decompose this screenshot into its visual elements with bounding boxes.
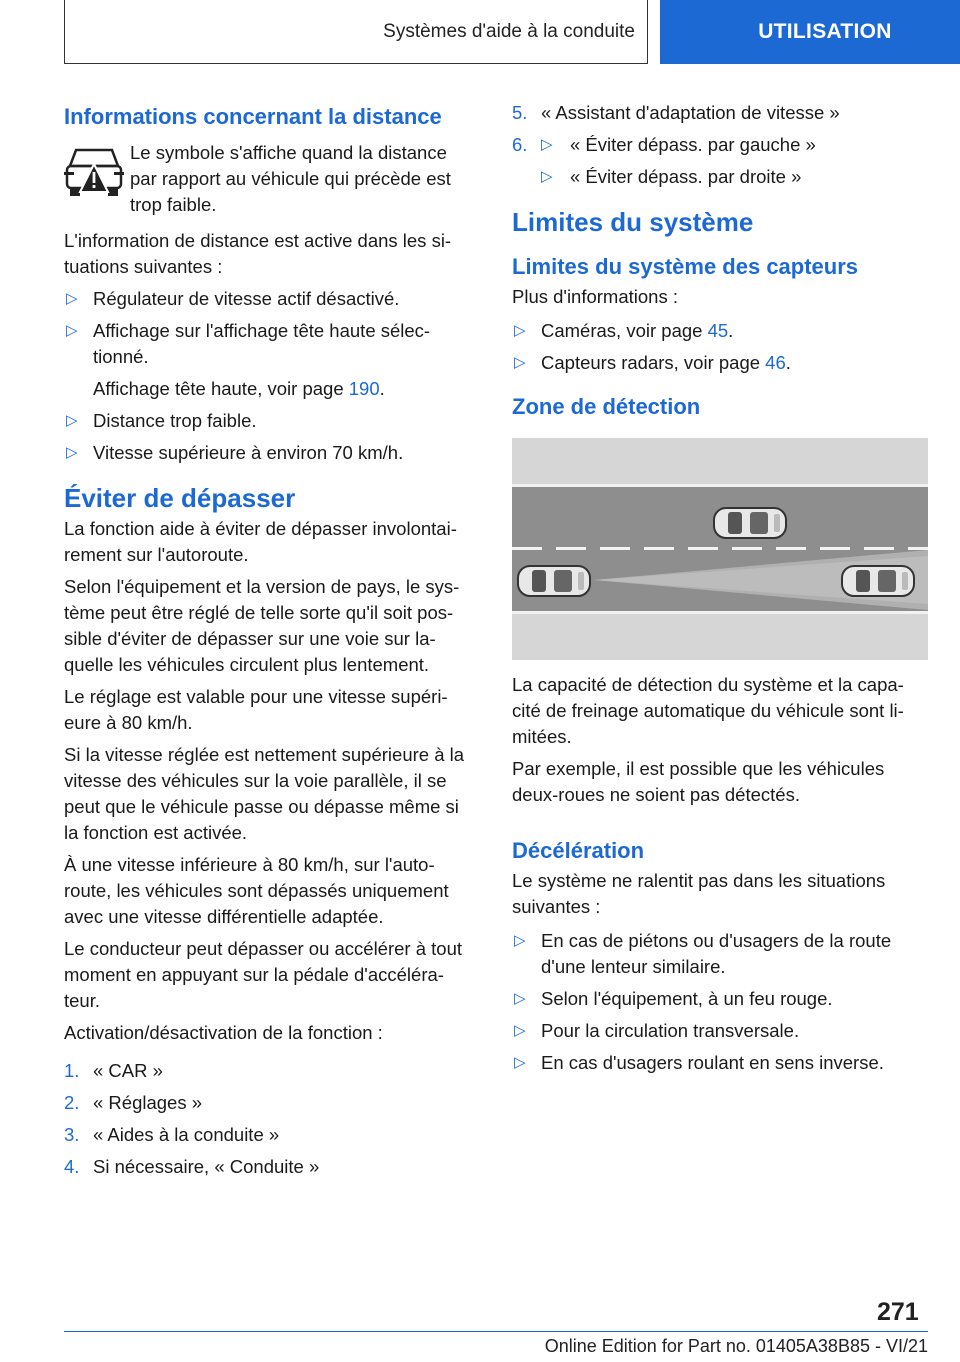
detection-zone-illustration	[512, 438, 928, 660]
step-number: 4.	[64, 1156, 80, 1177]
left-column	[64, 100, 478, 1186]
bullet-triangle-icon: ▷	[514, 1054, 526, 1071]
bullet-triangle-icon: ▷	[66, 290, 78, 307]
sensor-intro: Plus d'informations :	[512, 286, 678, 307]
edition-text: Online Edition for Part no. 01405A38B85 - VI/21	[544, 1336, 928, 1356]
deceleration-intro: Le système ne ralentit pas dans les situations suivantes :	[512, 870, 886, 917]
step-item: 4. Si nécessaire, « Conduite »	[64, 1154, 478, 1180]
bullet-triangle-icon: ▷	[541, 136, 553, 153]
avoid-paragraph: Le conducteur peut dépasser ou accélérer à tout moment en appuyant sur la pédale d'accéléra-teur.	[64, 938, 463, 1011]
bullet-triangle-icon: ▷	[514, 1022, 526, 1039]
activation-steps	[64, 1058, 478, 1180]
avoid-overtaking-heading: Éviter de dépasser	[64, 483, 296, 513]
list-item: ▷ Caméras, voir page 45.	[512, 318, 928, 344]
zone-paragraph: La capacité de détection du système et la capa-cité de freinage automatique du véhicule sont li-mitées.	[512, 674, 904, 747]
list-item: ▷ Vitesse supérieure à environ 70 km/h.	[64, 440, 478, 466]
page-header	[0, 0, 960, 66]
step-item: 6. ▷ « Éviter dépass. par gauche » ▷ « Éviter dépass. par droite »	[512, 132, 928, 190]
bullet-triangle-icon: ▷	[514, 322, 526, 339]
sensor-limits-heading: Limites du système des capteurs	[512, 254, 859, 279]
step-number: 2.	[64, 1092, 80, 1113]
bullet-triangle-icon: ▷	[514, 990, 526, 1007]
zone-paragraph: Par exemple, il est possible que les véhicules deux-roues ne soient pas détectés.	[512, 758, 885, 805]
avoid-paragraph: Le réglage est valable pour une vitesse supéri-eure à 80 km/h.	[64, 686, 448, 733]
avoid-paragraph: La fonction aide à éviter de dépasser involontai-rement sur l'autoroute.	[64, 518, 457, 565]
bullet-triangle-icon: ▷	[66, 412, 78, 429]
footer-divider	[64, 1331, 928, 1332]
page-link-45[interactable]: 45	[707, 320, 729, 341]
activation-steps-continued	[512, 100, 928, 190]
list-item: ▷ Pour la circulation transversale.	[512, 1018, 928, 1044]
bullet-triangle-icon: ▷	[66, 444, 78, 461]
step-number: 6.	[512, 134, 528, 155]
section-title: Systèmes d'aide à la conduite	[64, 0, 648, 64]
distance-warning-block	[64, 140, 478, 218]
list-item: ▷ Selon l'équipement, à un feu rouge.	[512, 986, 928, 1012]
distance-conditions-list	[64, 286, 478, 466]
deceleration-heading: Décélération	[512, 838, 645, 863]
activation-intro: Activation/désactivation de la fonction :	[64, 1022, 383, 1043]
page-link-46[interactable]: 46	[765, 352, 786, 373]
step-item: 1. « CAR »	[64, 1058, 478, 1084]
sensor-references	[512, 318, 928, 376]
distance-intro: L'information de distance est active dans les si-tuations suivantes :	[64, 230, 452, 277]
step-number: 3.	[64, 1124, 80, 1145]
right-column	[512, 100, 928, 1082]
avoid-paragraph: Si la vitesse réglée est nettement supérieure à la vitesse des véhicules sur la voie parallèle, il se peut que le véhicule passe ou dépasse même si la fonction est activée.	[64, 744, 465, 843]
step-item: 3. « Aides à la conduite »	[64, 1122, 478, 1148]
avoid-paragraph: À une vitesse inférieure à 80 km/h, sur l'auto-route, les véhicules sont dépassés uniquement avec une vitesse différentielle adaptée.	[64, 854, 449, 927]
chapter-tab[interactable]: UTILISATION	[660, 0, 960, 64]
list-item: ▷ Distance trop faible.	[64, 408, 478, 434]
list-item: ▷ Affichage sur l'affichage tête haute sélec-tionné. Affichage tête haute, voir page 190.	[64, 318, 478, 402]
bullet-triangle-icon: ▷	[541, 168, 553, 185]
car-warning-icon	[64, 142, 124, 202]
deceleration-list	[512, 928, 928, 1076]
step-item: 5. « Assistant d'adaptation de vitesse »	[512, 100, 928, 126]
bullet-triangle-icon: ▷	[514, 932, 526, 949]
warning-description: Le symbole s'affiche quand la distance par rapport au véhicule qui précède est trop faible.	[130, 142, 451, 215]
list-item: ▷ En cas de piétons ou d'usagers de la route d'une lenteur similaire.	[514, 930, 892, 977]
page-number: 271	[877, 1298, 919, 1326]
system-limits-heading: Limites du système	[512, 207, 754, 237]
hud-reference: Affichage tête haute, voir page 190.	[93, 378, 385, 399]
list-item: ▷ Capteurs radars, voir page 46.	[512, 350, 928, 376]
road-diagram-image	[512, 438, 928, 660]
detection-zone-heading: Zone de détection	[512, 394, 701, 419]
distance-heading: Informations concernant la distance	[64, 104, 442, 129]
step-number: 1.	[64, 1060, 80, 1081]
avoid-paragraph: Selon l'équipement et la version de pays, le sys-tème peut être réglé de telle sorte qu'il soit pos-sible d'éviter de dépasser sur une voie sur la-quelle les véhicules circulent plus lentement.	[64, 576, 460, 675]
step-item: 2. « Réglages »	[64, 1090, 478, 1116]
bullet-triangle-icon: ▷	[66, 322, 78, 339]
bullet-triangle-icon: ▷	[514, 354, 526, 371]
page-link-190[interactable]: 190	[348, 378, 380, 399]
step-number: 5.	[512, 102, 528, 123]
list-item: ▷ Régulateur de vitesse actif désactivé.	[64, 286, 478, 312]
list-item: ▷ En cas d'usagers roulant en sens inverse.	[512, 1050, 928, 1076]
